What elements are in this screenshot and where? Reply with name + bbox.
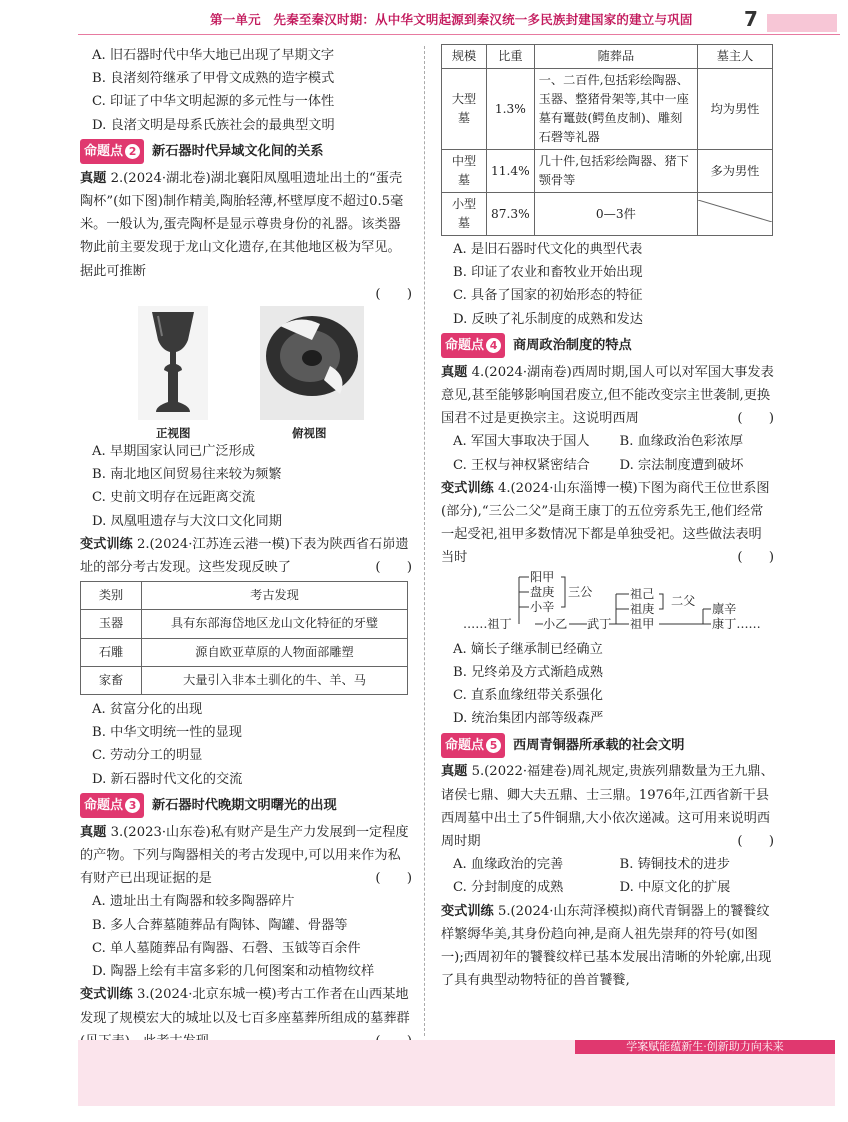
option: D. 陶器上绘有丰富多彩的几何图案和动植物纹样 bbox=[92, 964, 375, 980]
column-divider bbox=[424, 46, 425, 1036]
question-label: 变式训练 bbox=[80, 536, 133, 552]
table-row bbox=[442, 193, 773, 236]
option: B. 多人合葬墓随葬品有陶钵、陶罐、骨器等 bbox=[92, 917, 348, 933]
king-zuji: 祖己 bbox=[630, 586, 655, 601]
table-cell: 多为男性 bbox=[698, 150, 773, 193]
option: A. 血缘政治的完善 bbox=[453, 857, 564, 873]
page-header bbox=[0, 0, 848, 40]
unit-title: 第一单元 先秦至秦汉时期：从中华文明起源到秦汉统一多民族封建国家的建立与巩固 bbox=[210, 12, 693, 27]
table-cell: 具有东部海岱地区龙山文化特征的牙璧 bbox=[142, 610, 408, 638]
section-title: 新石器时代异域文化间的关系 bbox=[152, 144, 324, 160]
king-zugeng: 祖庚 bbox=[630, 601, 655, 616]
table-cell: 源自欧亚草原的人物面部雕塑 bbox=[142, 638, 408, 666]
table-cell: 玉器 bbox=[81, 610, 142, 638]
question-label: 变式训练 bbox=[441, 480, 494, 496]
header-band bbox=[767, 14, 837, 32]
table-cell: 家畜 bbox=[81, 666, 142, 694]
option: C. 劳动分工的明显 bbox=[92, 748, 203, 764]
option: D. 宗法制度遭到破坏 bbox=[619, 457, 744, 473]
question-zt2 bbox=[80, 167, 412, 306]
king-xiaoyi: 小乙 bbox=[543, 616, 568, 631]
answer-paren: ( ) bbox=[375, 286, 412, 302]
question-bs5 bbox=[441, 900, 774, 993]
question-text: 5.(2024·山东菏泽模拟)商代青铜器上的饕餮纹样繁缛华美,其身份趋向神,是商人祖先崇拜的符号(如图一);西周初年的饕餮纹样已基本发展出清晰的外轮廓,出现了具有典型动物特征的兽首饕餮, bbox=[441, 903, 772, 989]
left-column bbox=[80, 44, 412, 1053]
topic-badge: 命题点 5 bbox=[441, 733, 505, 758]
eggshell-cup-figures bbox=[80, 306, 412, 440]
table-cell: 几十件,包括彩绘陶器、猪下颚骨等 bbox=[534, 150, 697, 193]
option: C. 分封制度的成熟 bbox=[453, 880, 564, 896]
cup-top-view-image bbox=[260, 306, 364, 420]
king-zujia: 祖甲 bbox=[630, 616, 655, 631]
topic-badge: 命题点 2 bbox=[80, 139, 144, 164]
option: C. 王权与神权紧密结合 bbox=[453, 457, 590, 473]
option: C. 史前文明存在远距离交流 bbox=[92, 490, 256, 506]
question-label: 真题 bbox=[441, 764, 468, 780]
question-bs4 bbox=[441, 477, 774, 570]
option: D. 凤凰咀遗存与大汶口文化同期 bbox=[92, 513, 282, 529]
bs4-options bbox=[441, 638, 774, 731]
question-text: 2.(2024·江苏连云港一模)下表为陕西省石峁遗址的部分考古发现。这些发现反映了 bbox=[80, 536, 409, 576]
zt4-options-row bbox=[441, 454, 774, 477]
footer-slogan: 学案赋能蕴新生·创新助力向未来 bbox=[575, 1040, 835, 1054]
king-kangding: 康丁…… bbox=[712, 616, 761, 631]
option: B. 良渚刻符继承了甲骨文成熟的造字模式 bbox=[92, 71, 335, 87]
section-heading-5 bbox=[441, 733, 774, 757]
option: B. 血缘政治色彩浓厚 bbox=[619, 434, 744, 450]
zt5-options-row bbox=[441, 876, 774, 899]
table-cell: 小型墓 bbox=[442, 193, 487, 236]
option: A. 嫡长子继承制已经确立 bbox=[453, 641, 603, 657]
question-text: 4.(2024·湖南卷)西周时期,国人可以对军国大事发表意见,甚至能够影响国君废立,但不能改变宗主世袭制,更换国君不过是更换宗主。这说明西周 bbox=[441, 364, 774, 427]
answer-paren: ( ) bbox=[737, 834, 774, 850]
label-sangong: 三公 bbox=[568, 584, 593, 599]
table-cell: 大型墓 bbox=[442, 69, 487, 150]
king-yangjia: 阳甲 bbox=[530, 569, 555, 584]
option: A. 贫富分化的出现 bbox=[92, 702, 203, 718]
option: A. 军国大事取决于国人 bbox=[453, 434, 590, 450]
table-cell-empty bbox=[698, 193, 773, 236]
table-cell: 石雕 bbox=[81, 638, 142, 666]
table-cell: 中型墓 bbox=[442, 150, 487, 193]
option: D. 新石器时代文化的交流 bbox=[92, 771, 243, 787]
table-header-row bbox=[442, 45, 773, 69]
zt5-options-row bbox=[441, 853, 774, 876]
section-heading-4 bbox=[441, 334, 774, 358]
table-cell: 1.3% bbox=[487, 69, 535, 150]
section-title: 西周青铜器所承载的社会文明 bbox=[513, 737, 685, 753]
bs2-options bbox=[80, 698, 412, 791]
page-number: 7 bbox=[744, 7, 758, 31]
option: B. 南北地区间贸易往来较为频繁 bbox=[92, 467, 282, 483]
option: A. 早期国家认同已广泛形成 bbox=[92, 444, 255, 460]
table-cell: 大量引入非本土驯化的牛、羊、马 bbox=[142, 666, 408, 694]
question-text: 2.(2024·湖北卷)湖北襄阳凤凰咀遗址出土的“蛋壳陶杯”(如下图)制作精美,陶胎轻薄,杯壁厚度不超过0.5毫米。一般认为,蛋壳陶杯是显示尊贵身份的礼器。该类器物此前主要发现于龙山文化遗存,在其他地区极为罕见。据此可推断 bbox=[80, 170, 404, 279]
question-text: 3.(2024·北京东城一模)考古工作者在山西某地发现了规模宏大的城址以及七百多座墓葬所组成的墓葬群 bbox=[80, 987, 410, 1026]
figure-caption-front: 正视图 bbox=[156, 426, 191, 441]
table-cell: 11.4% bbox=[487, 150, 535, 193]
option: C. 直系血缘纽带关系强化 bbox=[453, 688, 603, 704]
option: A. 是旧石器时代文化的典型代表 bbox=[453, 242, 643, 257]
section-title: 新石器时代晚期文明曙光的出现 bbox=[152, 798, 337, 814]
topic-badge: 命题点 4 bbox=[441, 333, 505, 358]
question-label: 变式训练 bbox=[80, 987, 133, 1003]
table-header-row bbox=[81, 582, 408, 610]
option: C. 具备了国家的初始形态的特征 bbox=[453, 288, 643, 304]
question-label: 真题 bbox=[80, 824, 107, 840]
section-title: 商周政治制度的特点 bbox=[513, 338, 632, 354]
option: D. 中原文化的扩展 bbox=[619, 880, 731, 896]
table-header: 考古发现 bbox=[142, 582, 408, 610]
zt3-options bbox=[80, 890, 412, 983]
table-cell: 87.3% bbox=[487, 193, 535, 236]
option: B. 中华文明统一性的显现 bbox=[92, 725, 242, 741]
king-xiaoxin: 小辛 bbox=[530, 599, 555, 614]
table-row bbox=[442, 150, 773, 193]
page-footer bbox=[78, 1040, 835, 1106]
shimao-finds-table bbox=[80, 581, 408, 695]
option: B. 印证了农业和畜牧业开始出现 bbox=[453, 265, 643, 281]
answer-paren: ( ) bbox=[737, 411, 774, 427]
king-zuding: ……祖丁 bbox=[463, 616, 512, 631]
option: D. 良渚文明是母系氏族社会的最典型文明 bbox=[92, 117, 335, 133]
table-header: 随葬品 bbox=[534, 45, 697, 69]
question-label: 真题 bbox=[441, 364, 468, 380]
question-zt3 bbox=[80, 821, 412, 891]
shang-lineage-diagram bbox=[441, 570, 774, 638]
answer-paren: ( ) bbox=[737, 550, 774, 566]
answer-paren: ( ) bbox=[375, 560, 412, 576]
option: C. 印证了中华文明起源的多元性与一体性 bbox=[92, 94, 335, 110]
table-header: 墓主人 bbox=[698, 45, 773, 69]
topic-badge: 命题点 3 bbox=[80, 793, 144, 818]
table-header: 规模 bbox=[442, 45, 487, 69]
label-erfu: 二父 bbox=[671, 593, 696, 608]
option: B. 铸铜技术的进步 bbox=[619, 857, 730, 873]
option: A. 旧石器时代中华大地已出现了早期文字 bbox=[92, 48, 335, 63]
option: A. 遗址出土有陶器和较多陶器碎片 bbox=[92, 894, 295, 910]
right-column bbox=[441, 44, 774, 992]
option: C. 单人墓随葬品有陶器、石磬、玉钺等百余件 bbox=[92, 940, 361, 956]
table-cell: 一、二百件,包括彩绘陶器、玉器、整猪骨架等,其中一座墓有鼍鼓(鳄鱼皮制)、雕刻石磬等礼器 bbox=[534, 69, 697, 150]
table-cell: 0—3件 bbox=[534, 193, 697, 236]
zt2-options bbox=[80, 440, 412, 533]
question-text: 5.(2022·福建卷)周礼规定,贵族列鼎数量为王九鼎、诸侯七鼎、卿大夫五鼎、士三鼎。1976年,江西省新干县西周墓中出土了5件铜鼎,大小依次递减。这可用来说明西周时期 bbox=[441, 764, 774, 850]
question-zt4 bbox=[441, 361, 774, 431]
question-bs2 bbox=[80, 533, 412, 579]
zt4-options-row bbox=[441, 430, 774, 453]
king-wuding: 武丁 bbox=[587, 616, 612, 631]
question-text: 3.(2023·山东卷)私有财产是生产力发展到一定程度的产物。下列与陶器相关的考古发现中,可以用来作为私有财产已出现证据的是 bbox=[80, 824, 409, 887]
bs3-options bbox=[441, 238, 774, 331]
header-rule bbox=[78, 34, 840, 35]
question-zt5 bbox=[441, 760, 774, 853]
table-header: 比重 bbox=[487, 45, 535, 69]
table-row bbox=[81, 666, 408, 694]
section-heading-2 bbox=[80, 140, 412, 164]
option: D. 反映了礼乐制度的成熟和发达 bbox=[453, 311, 643, 327]
q1-options bbox=[80, 44, 412, 137]
question-label: 真题 bbox=[80, 170, 107, 186]
table-header: 类别 bbox=[81, 582, 142, 610]
option: D. 统治集团内部等级森严 bbox=[453, 711, 604, 727]
section-heading-3 bbox=[80, 794, 412, 818]
diagonal-slash bbox=[698, 200, 772, 222]
answer-paren: ( ) bbox=[375, 871, 412, 887]
figure-caption-top: 俯视图 bbox=[292, 426, 327, 441]
king-pangeng: 盘庚 bbox=[530, 584, 555, 599]
tomb-table bbox=[441, 44, 773, 236]
option: B. 兄终弟及方式渐趋成熟 bbox=[453, 664, 603, 680]
cup-front-view-image bbox=[138, 306, 208, 420]
table-row bbox=[442, 69, 773, 150]
table-cell: 均为男性 bbox=[698, 69, 773, 150]
question-label: 变式训练 bbox=[441, 903, 494, 919]
king-linxin: 廪辛 bbox=[712, 601, 737, 616]
table-row bbox=[81, 638, 408, 666]
question-text: 4.(2024·山东淄博一模)下图为商代王位世系图(部分),“三公二父”是商王康丁的五位旁系先王,他们经常一起受祀,祖甲多数情况下都是单独受祀。这些做法表明当时 bbox=[441, 480, 770, 566]
table-row bbox=[81, 610, 408, 638]
